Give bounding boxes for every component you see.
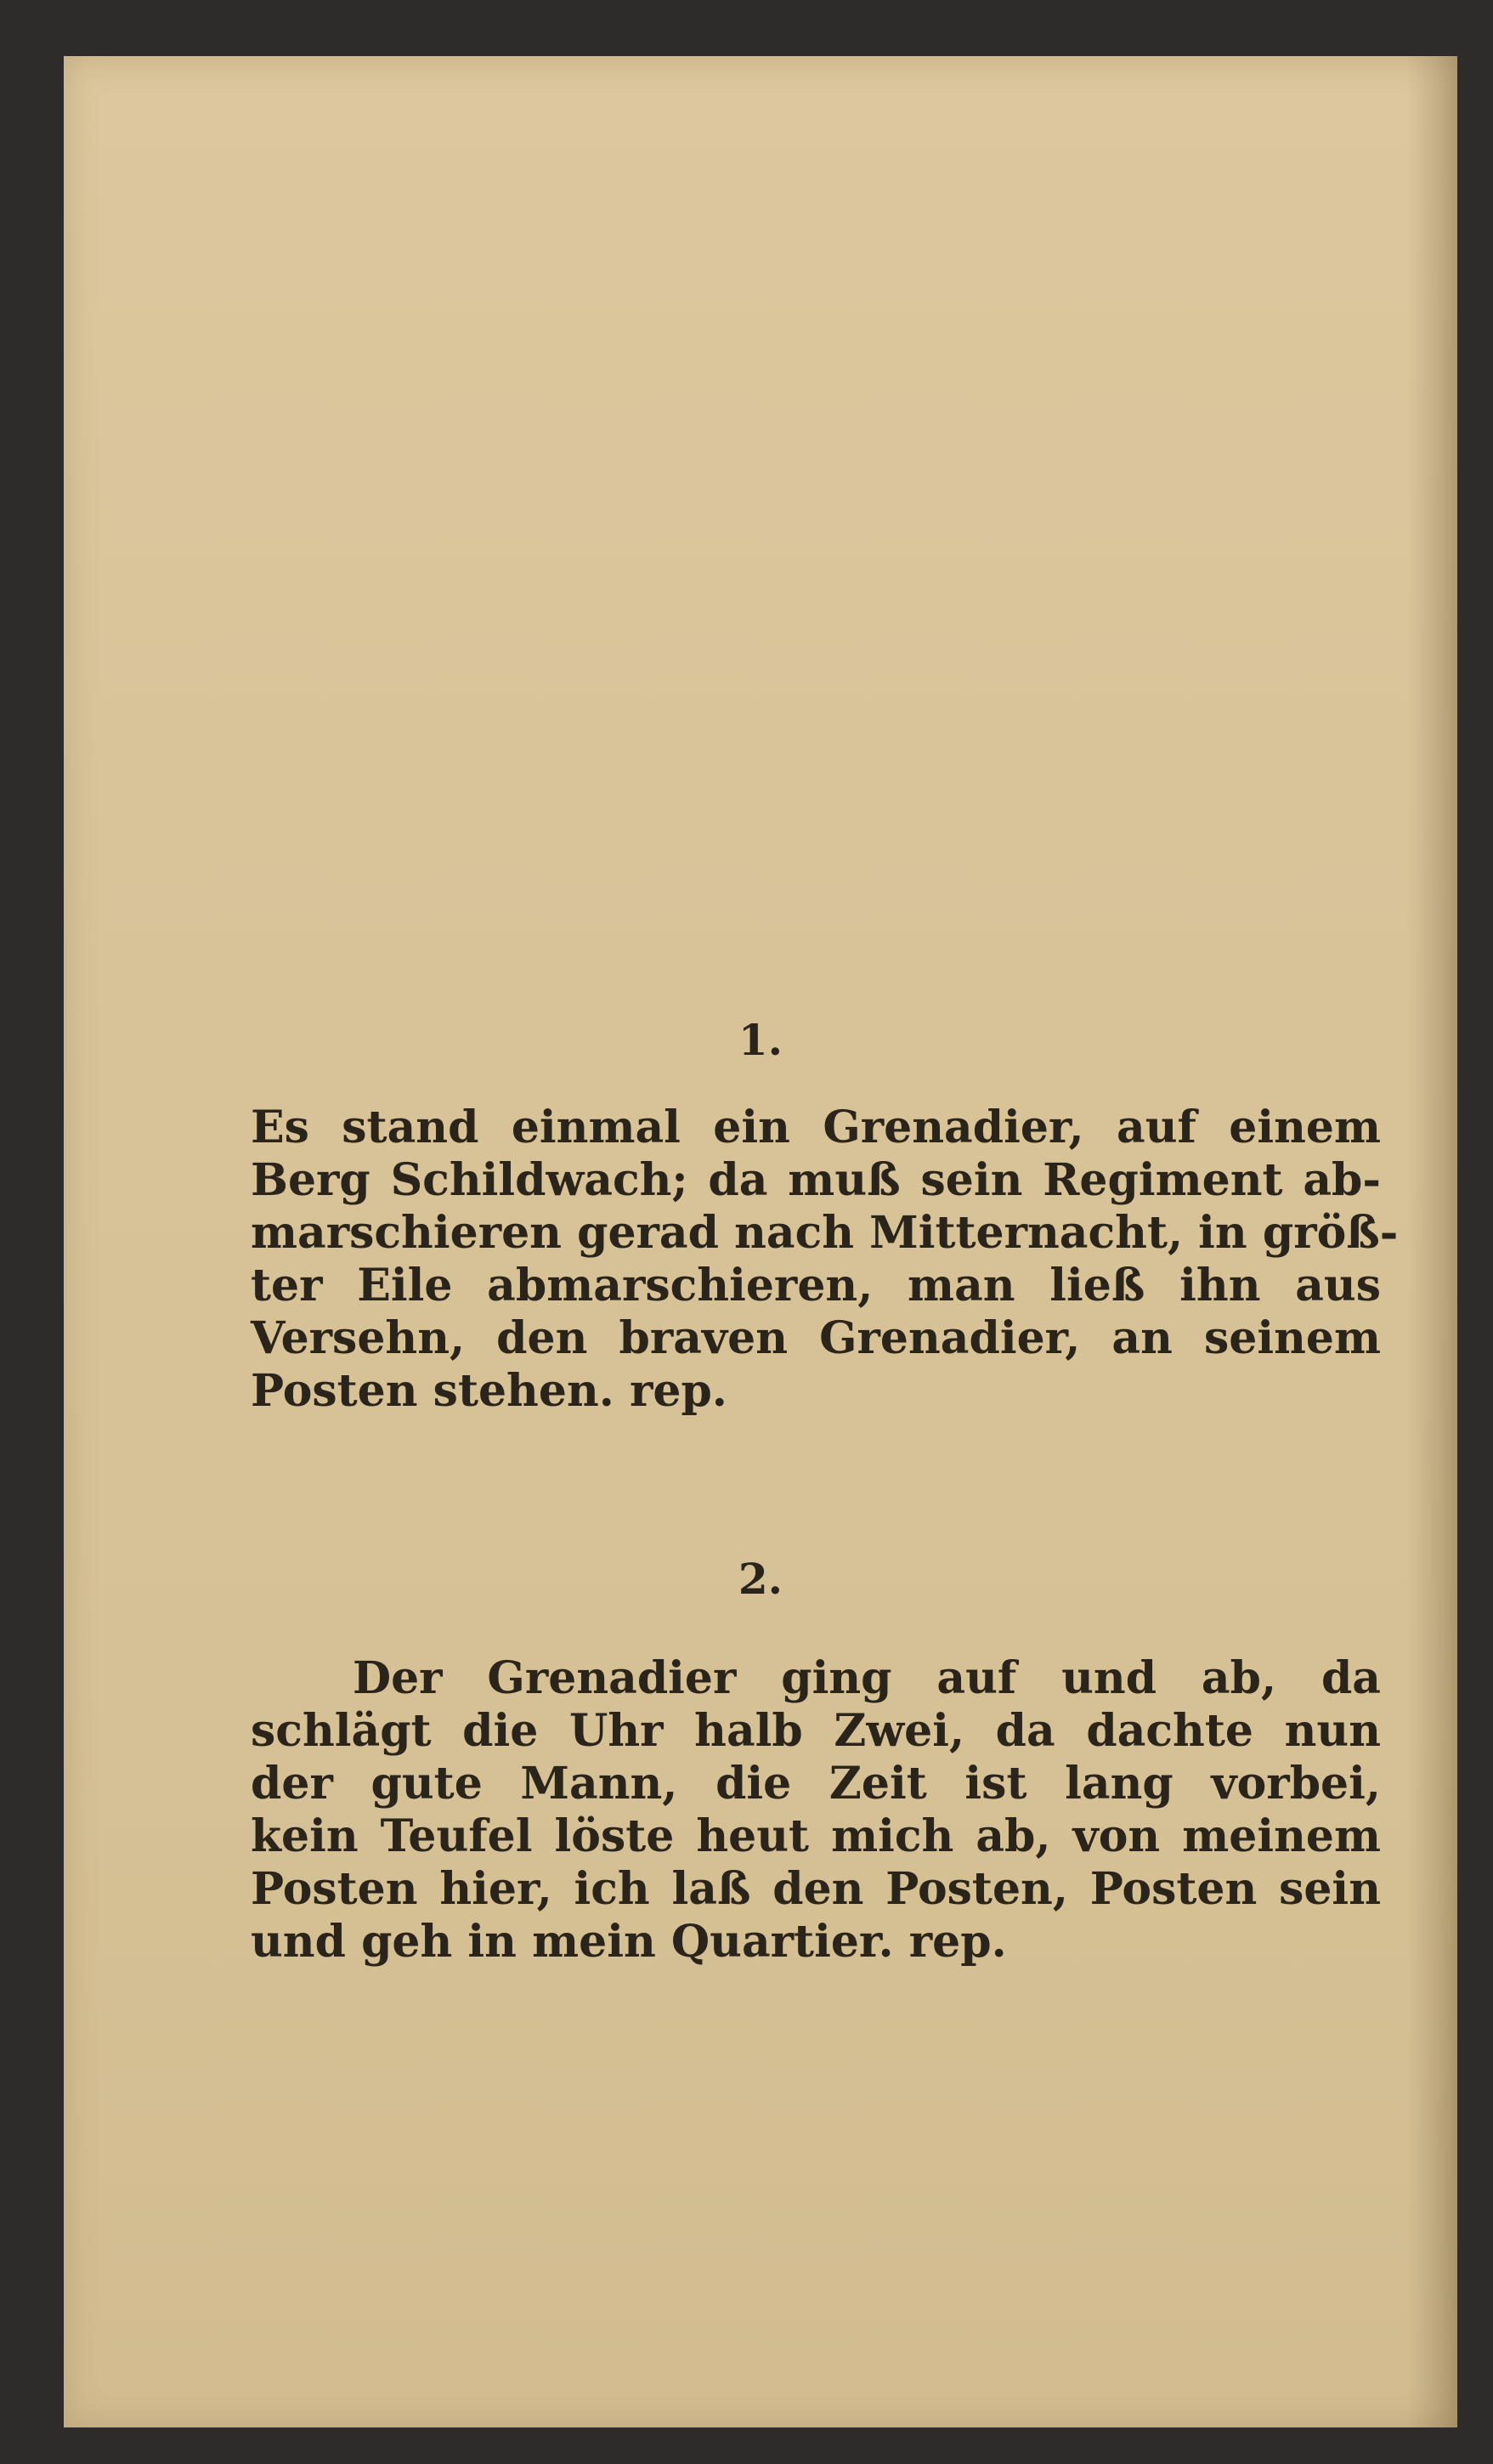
verse-line: Versehn, den braven Grenadier, an seinem [251,1312,1381,1364]
verse-line: ter Eile abmarschieren, man ließ ihn aus [251,1260,1381,1311]
verse-line: und geh in mein Quartier. rep. [251,1916,1007,1968]
verse-number: 1. [738,1015,783,1065]
verse-1-text [251,1102,1399,1418]
verse-line: marschieren gerad nach Mitternacht, in größ- [251,1207,1399,1259]
paper-page [64,56,1457,2427]
verse-line: Es stand einmal ein Grenadier, auf einem [251,1102,1381,1153]
verse-number: 2. [738,1554,783,1604]
verse-line: Posten stehen. rep. [251,1365,727,1417]
verse-line: schlägt die Uhr halb Zwei, da dachte nun [251,1705,1381,1757]
verse-line: Posten hier, ich laß den Posten, Posten sein [251,1863,1381,1915]
verse-line: der gute Mann, die Zeit ist lang vorbei, [251,1758,1381,1810]
verse-line: Der Grenadier ging auf und ab, da [353,1652,1381,1704]
page-edge-shadow [1406,56,1457,2427]
verse-2-text [251,1652,1381,1968]
verse-line: Berg Schildwach; da muß sein Regiment ab- [251,1154,1381,1206]
verse-line: kein Teufel löste heut mich ab, von meinem [251,1810,1381,1862]
